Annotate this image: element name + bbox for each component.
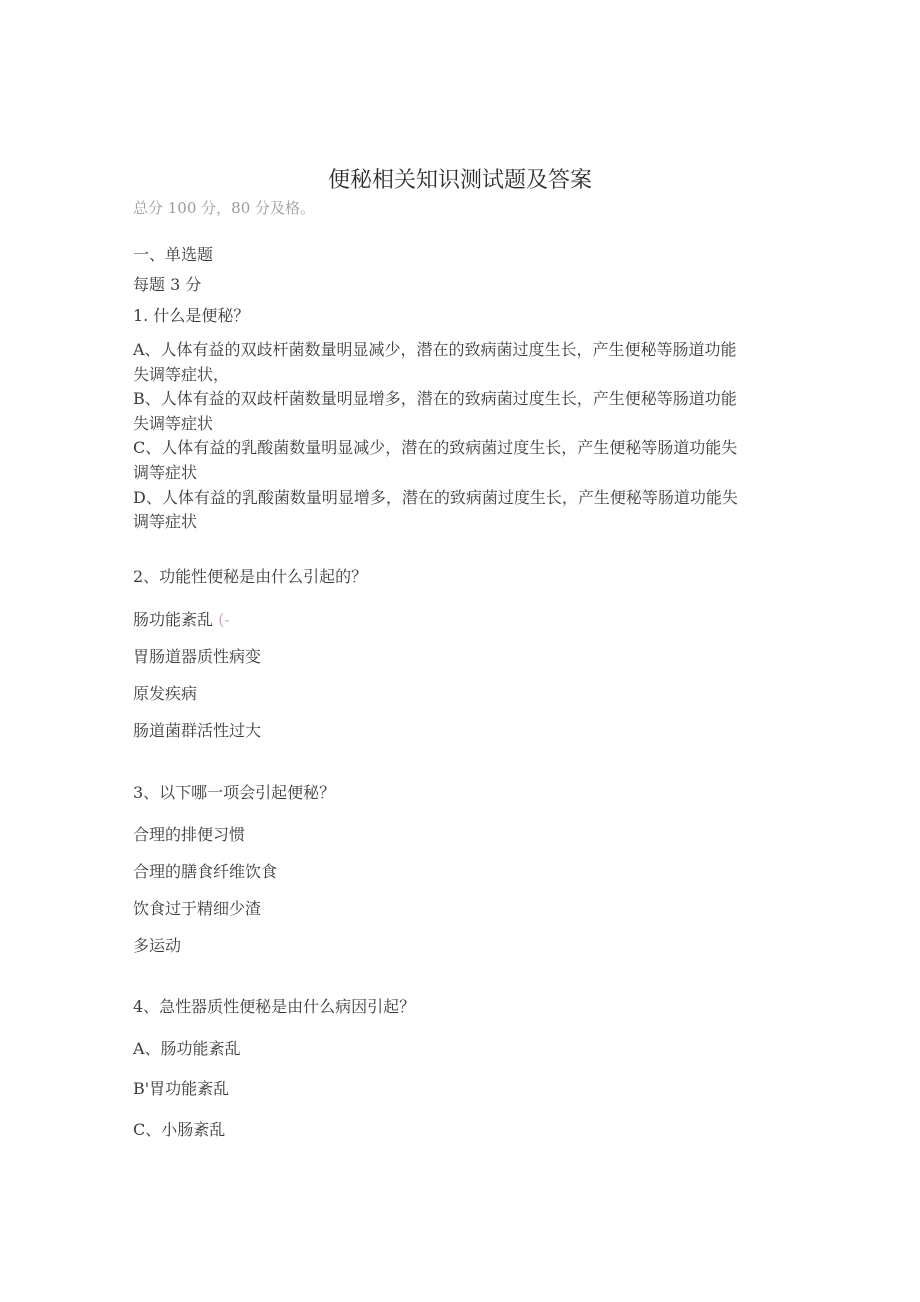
question-3: 3、以下哪一项会引起便秘？ <box>133 783 336 802</box>
points-note: 每题 3 分 <box>133 275 202 294</box>
q2-option-3: 原发疾病 <box>133 684 198 703</box>
section-heading: 一、单选题 <box>133 245 214 264</box>
q1-option-b-line-1: B、人体有益的双歧杆菌数量明显增多，潜在的致病菌过度生长，产生便秘等肠道功能 <box>133 389 737 408</box>
q1-option-a-line-2: 失调等症状， <box>133 365 230 384</box>
q1-option-d-line-2: 调等症状 <box>133 512 198 531</box>
q2-option-4: 肠道菌群活性过大 <box>133 721 262 740</box>
q1-option-b-line-2: 失调等症状 <box>133 414 214 433</box>
q2-option-1-text: 肠功能紊乱 <box>133 610 214 629</box>
q4-option-b: B'胃功能紊乱 <box>133 1079 230 1098</box>
q4-option-a: A、肠功能紊乱 <box>133 1039 241 1058</box>
q3-option-1: 合理的排便习惯 <box>133 825 246 844</box>
q3-option-3: 饮食过于精细少渣 <box>133 899 262 918</box>
q3-option-4: 多运动 <box>133 936 182 955</box>
question-1: 1. 什么是便秘？ <box>133 306 250 325</box>
q2-option-1 <box>133 610 230 630</box>
q2-option-2: 胃肠道器质性病变 <box>133 647 262 666</box>
score-note: 总分 100 分，80 分及格。 <box>133 199 316 217</box>
page-title: 便秘相关知识测试题及答案 <box>327 168 592 193</box>
q1-option-d-line-1: D、人体有益的乳酸菌数量明显增多，潜在的致病菌过度生长，产生便秘等肠道功能失 <box>133 488 738 507</box>
q1-option-c-line-1: C、人体有益的乳酸菌数量明显减少，潜在的致病菌过度生长，产生便秘等肠道功能失 <box>133 438 738 457</box>
q3-option-2: 合理的膳食纤维饮食 <box>133 862 278 881</box>
answer-mark: (- <box>218 610 230 629</box>
q1-option-a-line-1: A、人体有益的双歧杆菌数量明显减少，潜在的致病菌过度生长，产生便秘等肠道功能 <box>133 340 737 359</box>
q1-option-c-line-2: 调等症状 <box>133 463 198 482</box>
q4-option-c: C、小肠紊乱 <box>133 1120 226 1139</box>
question-2: 2、功能性便秘是由什么引起的？ <box>133 567 368 586</box>
question-4: 4、急性器质性便秘是由什么病因引起？ <box>133 997 416 1016</box>
